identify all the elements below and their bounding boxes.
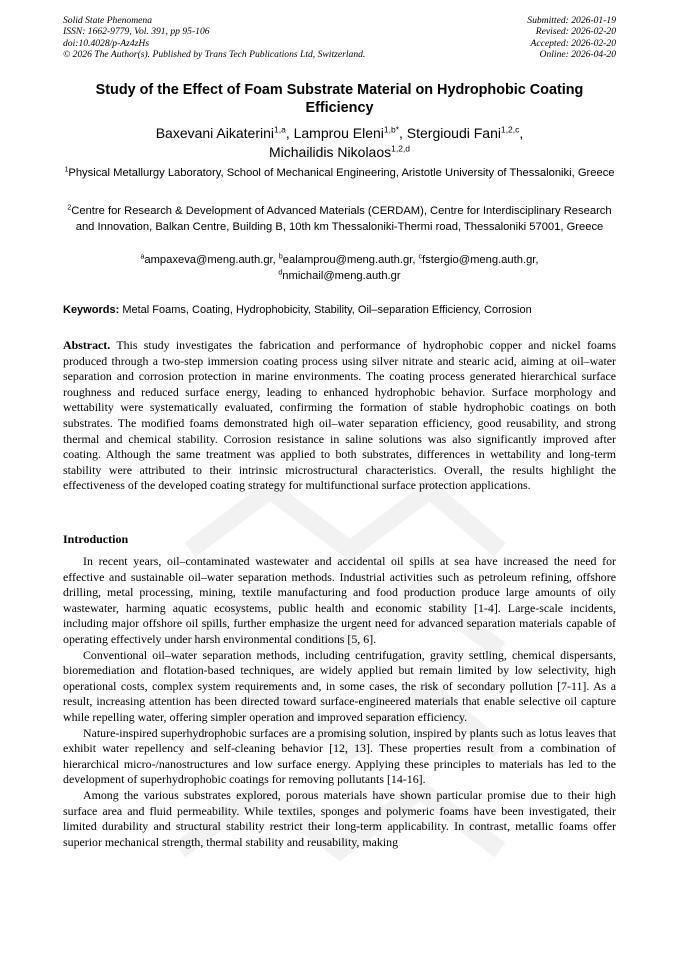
email-link[interactable]: ealamprou@meng.auth.gr [282,254,413,266]
affiliation-sup: 1 [64,166,69,174]
submitted-date: Submitted: 2026-01-19 [527,15,616,26]
affiliation-2 [63,204,616,236]
paragraph: In recent years, oil–contaminated wastewater and accidental oil spills at sea have increased the need for effective and sustainable oil–water separation methods. Industrial activities such as petroleum refining, offshore drilling, metal processing, mining, textile manufacturing and food production produce large amounts of oily wastewater, harming aquatic ecosystems, public health and economic stability [1-4]. Large-scale incidents, including major offshore oil spills, further emphasize the urgent need for advanced separation materials capable of operating effectively under harsh environmental conditions [5, 6]. [63,554,616,646]
introduction-body [63,554,616,850]
header-right [527,15,616,61]
license-line: © 2026 The Author(s). Published by Trans Tech Publications Ltd, Switzerland. [63,49,366,61]
affiliation-sup: 2 [67,204,72,212]
affiliation-text: Centre for Research & Development of Advanced Materials (CERDAM), Centre for Interdisciplinary Research and Innovation, Balkan Centre, Building B, 10th km Thessaloniki-Thermi road, Thessaloniki 57001, Greece [71,205,612,233]
abstract-label: Abstract. [63,338,111,352]
abstract [63,338,616,494]
affiliation-text: Physical Metallurgy Laboratory, School of Mechanical Engineering, Aristotle University of Thessaloniki, Greece [68,167,615,179]
email-link[interactable]: nmichail@meng.auth.gr [282,269,401,282]
keywords-text: Metal Foams, Coating, Hydrophobicity, Stability, Oil–separation Efficiency, Corrosion [122,304,532,316]
email-sup: b [278,253,283,261]
abstract-text: This study investigates the fabrication and performance of hydrophobic copper and nickel foams produced through a two-step immersion coating process using silver nitrate and stearic acid, aiming at oil–water separation and corrosion protection in marine environments. The coating process generated hierarchical surface roughness and reduced surface energy, leading to enhanced hydrophobic behavior. Surface morphology and wettability were systematically evaluated, confirming the formation of stable hydrophobic coatings on both substrates. The modified foams demonstrated high oil–water separation efficiency, good reusability, and strong thermal and chemical stability. Corrosion resistance in saline solutions was also significantly improved after coating. Although the same treatment was applied to both substrates, differences in wettability and long-term stability were attributed to their intrinsic microstructural characteristics. Overall, the results highlight the effectiveness of the developed coating strategy for multifunctional surface protection applications. [63,338,617,493]
journal-name: Solid State Phenomena [63,15,152,26]
author-sup: 1,a [274,124,286,135]
doi-line: doi:10.4028/p-Az4zHs [63,37,150,49]
keywords-line [63,303,616,318]
paper-title: Study of the Effect of Foam Substrate Material on Hydrophobic Coating Efficiency [95,82,584,116]
paragraph: Nature-inspired superhydrophobic surfaces are a promising solution, inspired by plants such as lotus leaves that exhibit water repellency and self-cleaning behavior [12, 13]. These properties result from a combination of hierarchical micro-/nanostructures and low surface energy. Applying these principles to materials has led to the development of superhydrophobic coatings for removing pollutants [14-16]. [63,725,616,787]
author-sup: 1,2,c [500,124,520,135]
author-name: Lamprou Eleni [293,125,384,141]
author-sup: 1,2,d [391,143,411,154]
email-link[interactable]: ampaxeva@meng.auth.gr [144,254,273,266]
author-sup: 1,b* [383,124,400,135]
revised-date: Revised: 2026-02-20 [535,26,616,38]
email-sup: c [418,253,423,261]
email-sup: a [140,253,145,261]
paragraph: Among the various substrates explored, porous materials have shown particular promise due to their high surface area and fluid permeability. While textiles, sponges and polymeric foams have been investigated, their limited durability and structural stability restrict their long-term applicability. In contrast, metallic foams offer superior mechanical strength, thermal stability and reusability, making [63,787,616,849]
author-list: Baxevani Aikaterini$^{1,a}$, Lamprou Eleni$^{1,b*}$, Stergioudi Fani$^{1,2,c}$, Michailidis Nikolaos$^{1,2,d}$ [155,124,524,160]
paragraph: Conventional oil–water separation methods, including centrifugation, gravity settling, chemical dispersants, bioremediation and flotation-based techniques, are widely applied but remain limited by low selectivity, high operational costs, complex system requirements and, in some cases, the risk of secondary pollution [7-11]. As a result, increasing attention has been directed toward surface-engineered materials that enable selective oil capture while repelling water, offering simpler operation and improved separation efficiency. [63,647,616,724]
author-name: Stergioudi Fani [406,125,501,141]
keywords-label: Keywords: [63,304,120,316]
accepted-date: Accepted: 2026-02-20 [530,37,616,49]
email-list: $^a$ampaxeva@meng.auth.gr, $^b$ealamprou@meng.auth.gr, $^c$fstergio@meng.auth.gr, $^d$nmichail@meng.auth.gr [140,253,539,282]
author-name: Baxevani Aikaterini [155,125,274,141]
header-left [63,15,365,61]
issn-line: ISSN: 1662-9779, Vol. 391, pp 95-106 [63,26,210,38]
introduction-heading: Introduction [63,532,129,546]
email-link[interactable]: fstergio@meng.auth.gr [422,254,536,266]
affiliation-1 [63,166,616,182]
email-sup: d [278,269,283,277]
online-date: Online: 2026-04-20 [539,49,616,61]
author-name: Michailidis Nikolaos [268,144,392,160]
